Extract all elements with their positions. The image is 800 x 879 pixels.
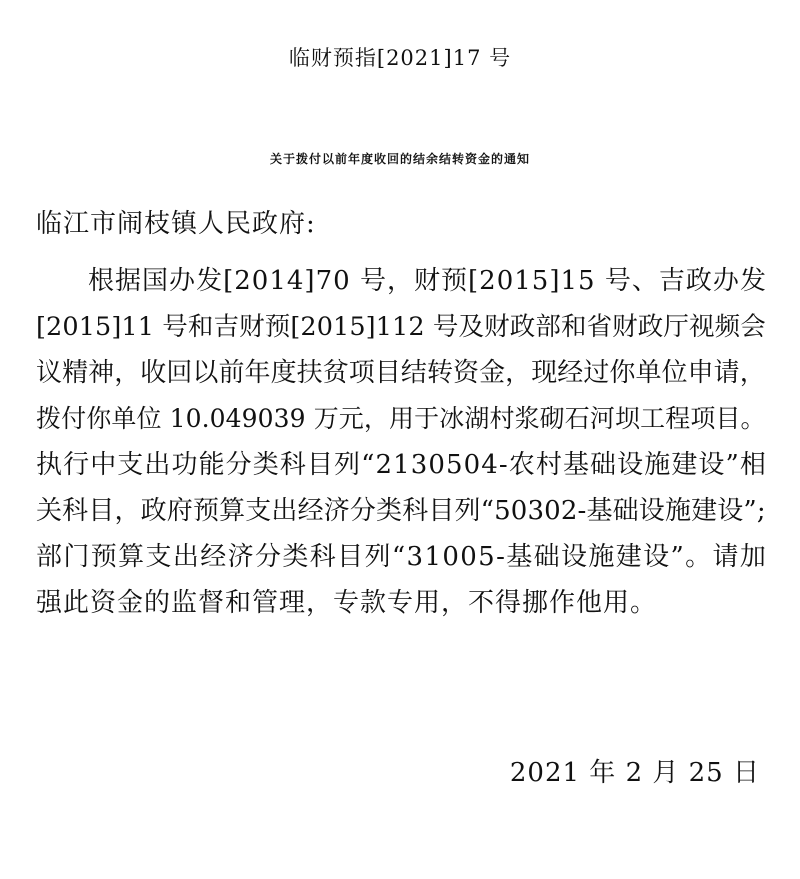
recipient: 临江市闹枝镇人民政府: [36,209,316,239]
body-line: 部 门 预 算 支 出 经 济 分 类 科 目 列 “ 3 1 0 0 5 - 基 础 设 施 建 设 ” 。 请 加 [36,542,766,572]
body-line: 关 科 目 ， 政 府 预 算 支 出 经 济 分 类 科 目 列 “ 5 0 3 0 2 - 基 础 设 施 建 设 ” ; [36,496,766,526]
body-line: 执 行 中 支 出 功 能 分 类 科 目 列 “ 2 1 3 0 5 0 4 - 农 村 基 础 设 施 建 设 ” 相 [36,450,766,480]
document-body [36,258,766,626]
document-number: 临财预指[2021]17 号 [288,46,512,70]
document-title: 关于拨付以前年度收回的结余结转资金的通知 [269,152,530,166]
body-line: 拨 付 你 单 位 1 0 . 0 4 9 0 3 9 万 元 ， 用 于 冰 湖 村 浆 砌 石 河 坝 工 程 项 目 。 [36,404,766,433]
body-line: [ 2 0 1 5 ] 1 1 号 和 吉 财 预 [ 2 0 1 5 ] 1 1 2 号 及 财 政 部 和 省 财 政 厅 视 频 会 [36,312,766,342]
body-line: 根 据 国 办 发 [ 2 0 1 4 ] 7 0 号 ， 财 预 [ 2 0 1 5 ] 1 5 号 、 吉 政 办 发 [88,266,766,296]
document-date: 2021 年 2 月 25 日 [509,758,760,788]
body-line: 议 精 神 ， 收 回 以 前 年 度 扶 贫 项 目 结 转 资 金 ， 现 经 过 你 单 位 申 请 ， [36,358,766,388]
body-line: 强此资金的监督和管理，专款专用，不得挪作他用。 [36,588,658,618]
